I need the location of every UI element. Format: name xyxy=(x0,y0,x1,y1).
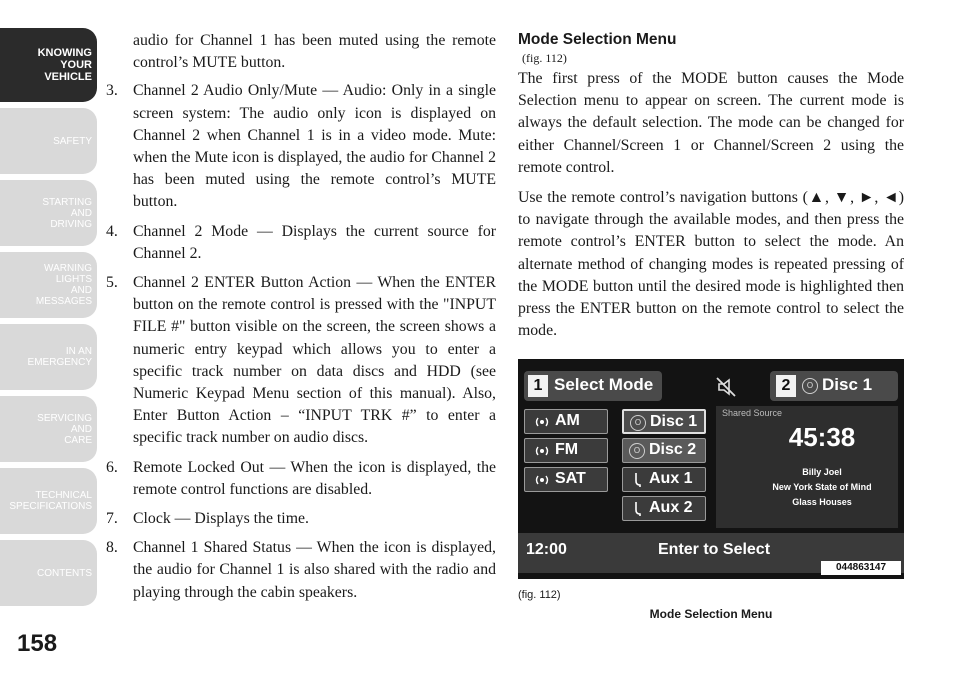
mode-button-aux-1[interactable] xyxy=(622,467,706,492)
mode-selection-screen-figure xyxy=(518,359,904,579)
list-item xyxy=(106,537,496,604)
channel2-mode: Disc 1 xyxy=(822,375,873,394)
list-item xyxy=(106,508,496,530)
tab-label: AND xyxy=(70,207,92,219)
mode-label: Aux 2 xyxy=(649,499,693,516)
tab-label: KNOWING xyxy=(37,47,92,59)
list-number: 8. xyxy=(106,539,118,557)
channel1-title: Select Mode xyxy=(554,375,654,394)
disc-icon: O xyxy=(629,443,645,459)
tab-label: VEHICLE xyxy=(44,71,92,83)
tab-contents[interactable] xyxy=(0,540,97,606)
figure-caption: Mode Selection Menu xyxy=(649,607,773,621)
list-item xyxy=(106,457,496,501)
source-label: FM xyxy=(555,441,579,458)
page-number: 158 xyxy=(17,630,58,657)
right-text-column xyxy=(518,30,904,350)
source-button-fm[interactable] xyxy=(524,438,608,463)
list-text: Channel 2 Audio Only/Mute — Audio: Only in a single screen system: The audio only icon is displayed on Channel 2 when Channel 1 is in a video mode. Mute: when the Mute icon is displayed, the audio for Channel 2 has been muted using the remote control’s MUTE button. xyxy=(133,82,496,211)
figure-label: (fig. 112) xyxy=(518,589,561,601)
list-text: Clock — Displays the time. xyxy=(133,510,309,528)
tab-label: EMERGENCY xyxy=(27,357,92,368)
clock: 12:00 xyxy=(526,541,567,558)
tab-label: CONTENTS xyxy=(37,567,92,579)
mode-button-disc-1[interactable] xyxy=(622,409,706,434)
tab-label: YOUR xyxy=(60,59,92,71)
tab-label: DRIVING xyxy=(50,218,92,230)
list-item xyxy=(106,221,496,265)
tab-label: CARE xyxy=(64,434,92,446)
tab-warning-lights-and-messages[interactable] xyxy=(0,252,97,318)
list-item xyxy=(106,80,496,213)
tab-label: AND xyxy=(70,285,92,296)
aux-jack-icon xyxy=(632,472,644,488)
tab-in-an-emergency[interactable] xyxy=(0,324,97,390)
tab-servicing-and-care[interactable] xyxy=(0,396,97,462)
channel2-header xyxy=(770,371,898,401)
left-text-column xyxy=(106,30,496,611)
paragraph: Use the remote control’s navigation buttons (▲, ▼, ►, ◄) to navigate through the available modes, and then press the remote control’s ENTER button to select the mode. An alternate method of changing modes is repeated pressing of the MODE button until the desired mode is highlighted then press the ENTER button on the remote control to select the mode. xyxy=(518,189,904,340)
list-text: Channel 1 Shared Status — When the icon is displayed, the audio for Channel 1 is also shared with the radio and playing through the cabin speakers. xyxy=(133,539,496,601)
continued-paragraph: audio for Channel 1 has been muted using the remote control’s MUTE button. xyxy=(133,32,496,72)
mode-button-disc-2[interactable] xyxy=(622,438,706,463)
shared-source-panel xyxy=(716,406,898,528)
source-button-am[interactable] xyxy=(524,409,608,434)
tab-label: IN AN xyxy=(65,346,92,357)
tab-starting-and-driving[interactable] xyxy=(0,180,97,246)
paragraph: The first press of the MODE button causes the Mode Selection menu to appear on screen. The current mode is always the default selection. The mode can be changed for either Channel/Screen 1 or Channel/Screen 2 using the remote control. xyxy=(518,70,904,176)
figure-reference: (fig. 112) xyxy=(522,51,567,65)
list-number: 3. xyxy=(106,82,118,100)
remote-locked-out-icon xyxy=(716,377,736,397)
image-code: 044863147 xyxy=(821,561,901,575)
mode-button-aux-2[interactable] xyxy=(622,496,706,521)
radio-icon xyxy=(533,415,551,429)
album-title: Glass Houses xyxy=(792,497,852,507)
shared-source-label: Shared Source xyxy=(722,408,783,418)
list-text: Channel 2 ENTER Button Action — When the ENTER button on the remote control is pressed with the "INPUT FILE #" button visible on the screen, the screen shows a numeric entry keypad which allows you to enter a specific track number on data discs and HDD (see Numeric Keypad Menu section of this manual). Also, Enter Button Action – “INPUT TRK #” to enter a specific track number on audio discs. xyxy=(133,274,496,447)
artist-name: Billy Joel xyxy=(802,467,842,477)
tab-label: AND xyxy=(70,423,92,435)
song-title: New York State of Mind xyxy=(772,482,872,492)
mode-label: Disc 1 xyxy=(650,413,698,430)
section-heading: Mode Selection Menu xyxy=(518,31,677,48)
list-number: 7. xyxy=(106,510,118,528)
tab-label: LIGHTS xyxy=(55,274,92,285)
tab-technical-specifications[interactable] xyxy=(0,468,97,534)
status-bar xyxy=(518,533,904,573)
disc-icon: O xyxy=(802,378,818,394)
tab-knowing-your-vehicle[interactable] xyxy=(0,28,97,102)
channel1-header xyxy=(524,371,662,401)
channel2-badge: 2 xyxy=(776,375,796,397)
tab-label: WARNING xyxy=(44,263,92,274)
tab-label: SERVICING xyxy=(37,412,92,424)
tab-label: TECHNICAL xyxy=(35,490,92,501)
tab-label: SAFETY xyxy=(53,135,92,147)
list-number: 4. xyxy=(106,222,118,240)
list-item xyxy=(106,272,496,450)
radio-icon xyxy=(533,473,551,487)
tab-label: MESSAGES xyxy=(35,296,92,307)
tab-safety[interactable] xyxy=(0,108,97,174)
channel1-badge: 1 xyxy=(528,375,548,397)
source-button-sat[interactable] xyxy=(524,467,608,492)
mode-label: Aux 1 xyxy=(649,470,693,487)
tab-label: STARTING xyxy=(42,196,92,208)
mode-label: Disc 2 xyxy=(649,441,697,458)
tab-label: SPECIFICATIONS xyxy=(9,501,92,512)
enter-prompt: Enter to Select xyxy=(658,541,771,558)
list-number: 6. xyxy=(106,458,118,476)
disc-icon: O xyxy=(630,415,646,431)
aux-jack-icon xyxy=(632,501,644,517)
source-label: AM xyxy=(555,412,580,429)
list-text: Remote Locked Out — When the icon is displayed, the remote control functions are disabled. xyxy=(133,458,496,498)
list-number: 5. xyxy=(106,274,118,292)
list-text: Channel 2 Mode — Displays the current source for Channel 2. xyxy=(133,222,496,262)
elapsed-time: 45:38 xyxy=(788,422,856,452)
radio-icon xyxy=(533,444,551,458)
source-label: SAT xyxy=(555,470,586,487)
